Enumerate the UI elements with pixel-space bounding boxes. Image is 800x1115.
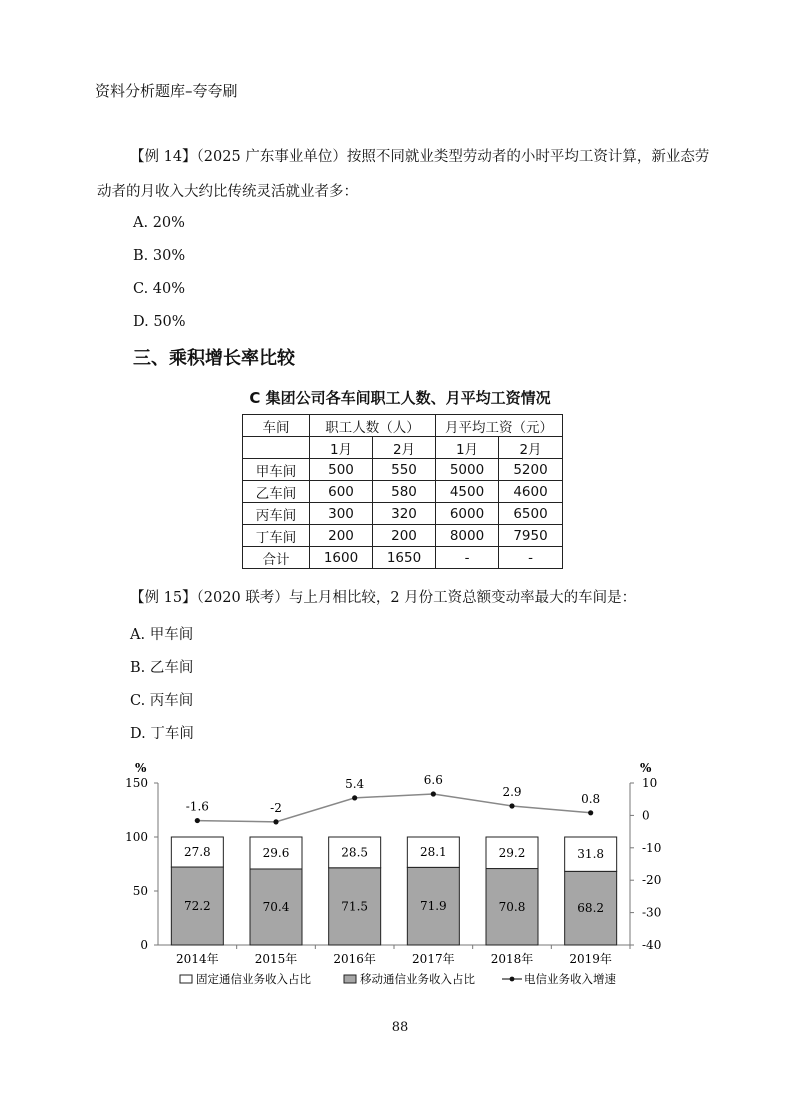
growth-point (588, 810, 593, 815)
table-cell: 6000 (436, 503, 499, 525)
mobile-value-label: 68.2 (577, 901, 605, 916)
page-header: 资料分析题库–夸夸刷 (95, 82, 238, 100)
growth-value-label: 6.6 (423, 773, 443, 788)
q14-option-b: B. 30% (133, 248, 186, 264)
growth-point (431, 791, 436, 796)
table-cell: 300 (310, 503, 373, 525)
growth-value-label: 5.4 (345, 776, 365, 791)
fixed-value-label: 29.2 (498, 845, 526, 860)
left-tick-label: 0 (140, 938, 148, 952)
table-cell: 1600 (310, 547, 373, 569)
growth-value-label: 0.8 (581, 791, 601, 806)
table-cell: 4600 (499, 481, 563, 503)
fixed-value-label: 31.8 (577, 847, 605, 862)
mobile-value-label: 71.9 (419, 899, 447, 914)
x-tick-label: 2015年 (254, 952, 298, 966)
fixed-value-label: 28.1 (419, 845, 447, 860)
table-cell: - (436, 547, 499, 569)
legend-label-fixed: 固定通信业务收入占比 (196, 972, 311, 986)
legend-swatch-growth-dot (510, 977, 515, 982)
page-number: 88 (391, 1020, 409, 1035)
growth-value-label: -1.6 (185, 799, 209, 814)
left-tick-label: 150 (125, 776, 148, 790)
table-cell: 200 (310, 525, 373, 547)
right-tick-label: 0 (642, 808, 650, 823)
growth-point (509, 803, 514, 808)
q15-option-c: C. 丙车间 (130, 693, 194, 709)
right-tick-label: -10 (642, 840, 662, 855)
table-cell: 8000 (436, 525, 499, 547)
q14-option-d: D. 50% (133, 314, 186, 330)
growth-line (197, 794, 590, 822)
table-cell: 6500 (499, 503, 563, 525)
growth-value-label: -2 (270, 800, 282, 815)
x-tick-label: 2016年 (333, 952, 376, 966)
mobile-value-label: 70.4 (262, 899, 290, 914)
mobile-value-label: 70.8 (498, 899, 526, 914)
header-workshop: 车间 (243, 415, 310, 437)
table-cell: 320 (373, 503, 436, 525)
fixed-value-label: 27.8 (183, 845, 211, 860)
q15-option-a: A. 甲车间 (130, 627, 194, 643)
table-cell: 600 (310, 481, 373, 503)
right-tick-label: 10 (642, 776, 658, 790)
header-staff: 职工人数（人） (310, 415, 436, 437)
q14-option-a: A. 20% (133, 215, 185, 231)
table-cell: 合计 (243, 547, 310, 569)
growth-point (352, 795, 357, 800)
fixed-value-label: 28.5 (341, 845, 369, 860)
fixed-value-label: 29.6 (262, 845, 290, 860)
growth-point (195, 818, 200, 823)
legend-label-growth: 电信业务收入增速 (524, 972, 616, 986)
table-cell: 丁车间 (243, 525, 310, 547)
table-cell: 乙车间 (243, 481, 310, 503)
left-axis-label: % (135, 761, 147, 775)
table-cell: 500 (310, 459, 373, 481)
table-cell: 4500 (436, 481, 499, 503)
header-wage: 月平均工资（元） (436, 415, 563, 437)
month-cell: 2月 (373, 437, 436, 459)
right-axis-label: % (640, 761, 652, 775)
growth-point (273, 819, 278, 824)
right-tick-label: -20 (642, 873, 662, 888)
q14-line1: 【例 14】（2025 广东事业单位）按照不同就业类型劳动者的小时平均工资计算，新业态劳 (130, 149, 710, 165)
table-cell: - (499, 547, 563, 569)
q14-line2: 动者的月收入大约比传统灵活就业者多： (97, 184, 358, 200)
q15-option-b: B. 乙车间 (130, 660, 194, 676)
table-title: C 集团公司各车间职工人数、月平均工资情况 (249, 389, 551, 407)
q14-option-c: C. 40% (133, 281, 186, 297)
left-tick-label: 100 (125, 830, 148, 844)
month-cell: 1月 (310, 437, 373, 459)
mobile-value-label: 71.5 (341, 899, 369, 914)
x-tick-label: 2014年 (176, 952, 219, 966)
mobile-value-label: 72.2 (183, 899, 211, 914)
table-cell: 5000 (436, 459, 499, 481)
month-cell: 2月 (499, 437, 563, 459)
legend-label-mobile: 移动通信业务收入占比 (360, 972, 475, 986)
table-cell: 580 (373, 481, 436, 503)
table-cell: 丙车间 (243, 503, 310, 525)
section-title: 三、乘积增长率比较 (133, 348, 295, 369)
table-cell: 7950 (499, 525, 563, 547)
legend-swatch-fixed (180, 975, 192, 983)
growth-value-label: 2.9 (502, 785, 522, 800)
q15-line1: 【例 15】（2020 联考）与上月相比较，2 月份工资总额变动率最大的车间是： (130, 590, 637, 606)
table-cell: 5200 (499, 459, 563, 481)
right-tick-label: -40 (642, 938, 662, 952)
q15-option-d: D. 丁车间 (130, 726, 194, 742)
x-tick-label: 2019年 (569, 952, 612, 966)
x-tick-label: 2018年 (490, 952, 534, 966)
table-cell: 1650 (373, 547, 436, 569)
x-tick-label: 2017年 (412, 952, 455, 966)
month-cell: 1月 (436, 437, 499, 459)
table-cell: 550 (373, 459, 436, 481)
right-tick-label: -30 (642, 905, 662, 920)
legend-swatch-mobile (344, 975, 356, 983)
left-tick-label: 50 (132, 884, 148, 898)
table-cell: 200 (373, 525, 436, 547)
table-cell: 甲车间 (243, 459, 310, 481)
